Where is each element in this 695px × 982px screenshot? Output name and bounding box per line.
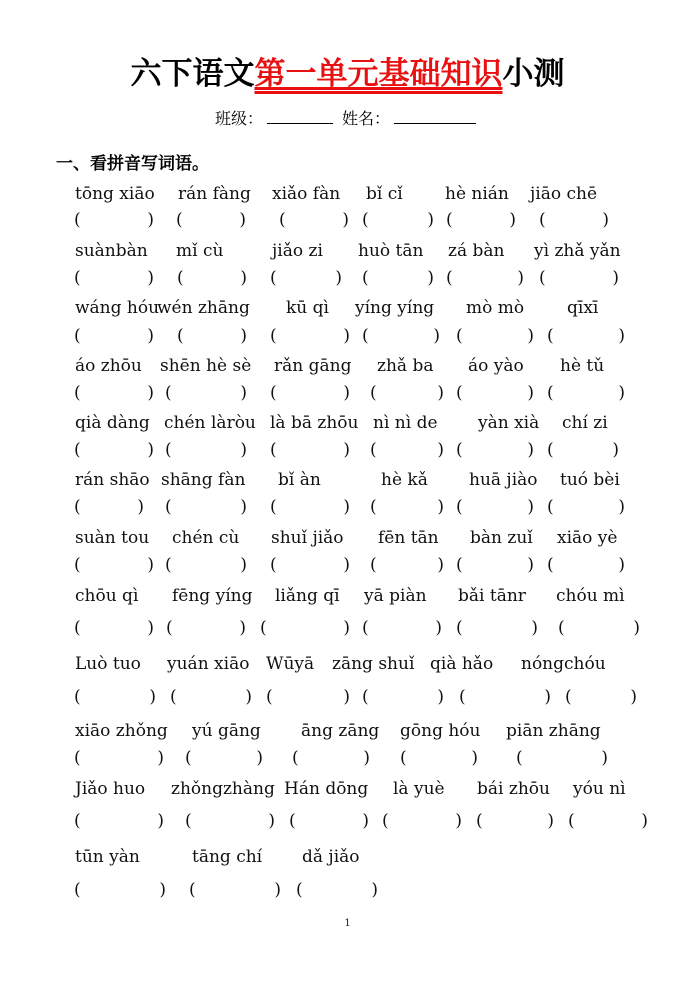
- answer-blank[interactable]: ( ): [456, 555, 534, 575]
- pinyin-item: wáng hóu: [75, 298, 160, 318]
- answer-blank[interactable]: ( ): [456, 383, 534, 403]
- pinyin-item: hè kǎ: [381, 470, 428, 490]
- pinyin-item: tuó bèi: [560, 470, 620, 490]
- pinyin-item: jiāo chē: [530, 184, 598, 204]
- pinyin-row: [0, 654, 695, 680]
- pinyin-item: zhǎ ba: [377, 356, 434, 376]
- answer-row: [0, 618, 695, 644]
- answer-blank[interactable]: ( ): [270, 268, 342, 288]
- answer-blank[interactable]: ( ): [74, 555, 154, 575]
- answer-blank[interactable]: ( ): [74, 618, 154, 638]
- class-field[interactable]: [267, 107, 333, 124]
- pinyin-item: zá bàn: [448, 241, 505, 261]
- answer-blank[interactable]: ( ): [456, 618, 538, 638]
- answer-blank[interactable]: ( ): [270, 497, 350, 517]
- pinyin-item: qīxī: [567, 298, 599, 318]
- pinyin-item: chén: [164, 413, 206, 433]
- pinyin-item: nì nì de: [373, 413, 438, 433]
- answer-blank[interactable]: ( ): [74, 210, 154, 230]
- answer-blank[interactable]: ( ): [547, 326, 625, 346]
- pinyin-row: [0, 356, 695, 382]
- answer-row: [0, 880, 695, 906]
- pinyin-item: yā piàn: [364, 586, 427, 606]
- answer-blank[interactable]: ( ): [362, 268, 434, 288]
- answer-blank[interactable]: ( ): [165, 383, 247, 403]
- answer-blank[interactable]: ( ): [296, 880, 378, 900]
- answer-row: [0, 383, 695, 409]
- pinyin-item: dǎ jiǎo: [302, 847, 360, 867]
- pinyin-item: áo zhōu: [75, 356, 142, 376]
- answer-blank[interactable]: ( ): [292, 748, 370, 768]
- pinyin-item: qià hǎo: [430, 654, 494, 674]
- pinyin-row: [0, 470, 695, 496]
- answer-blank[interactable]: ( ): [547, 383, 625, 403]
- pinyin-row: [0, 847, 695, 873]
- pinyin-item: huā jiào: [469, 470, 538, 490]
- answer-blank[interactable]: ( ): [476, 811, 554, 831]
- answer-blank[interactable]: ( ): [568, 811, 648, 831]
- answer-blank[interactable]: ( ): [165, 440, 247, 460]
- pinyin-item: jiǎo zi: [272, 241, 323, 261]
- pinyin-item: xiāo yè: [557, 528, 618, 548]
- title-highlight: 第一单元基础知识: [254, 56, 503, 92]
- answer-blank[interactable]: ( ): [456, 497, 534, 517]
- name-label: 姓名：: [342, 109, 391, 128]
- pinyin-item: yàn xià: [478, 413, 540, 433]
- page-title: [0, 48, 695, 93]
- answer-blank[interactable]: ( ): [400, 748, 478, 768]
- answer-row: [0, 440, 695, 466]
- pinyin-item: nóngchóu: [521, 654, 606, 674]
- answer-blank[interactable]: ( ): [270, 326, 350, 346]
- answer-blank[interactable]: ( ): [370, 383, 444, 403]
- answer-blank[interactable]: ( ): [260, 618, 350, 638]
- answer-blank[interactable]: ( ): [539, 268, 619, 288]
- pinyin-item: fēn tān: [378, 528, 439, 548]
- answer-blank[interactable]: ( ): [270, 440, 350, 460]
- answer-blank[interactable]: ( ): [74, 383, 154, 403]
- pinyin-item: tāng chí: [192, 847, 263, 867]
- pinyin-item: bǐ àn: [278, 470, 321, 490]
- pinyin-item: yíng yíng: [355, 298, 435, 318]
- pinyin-item: tūn yàn: [75, 847, 140, 867]
- pinyin-row: [0, 298, 695, 324]
- answer-blank[interactable]: ( ): [185, 748, 263, 768]
- answer-row: [0, 210, 695, 236]
- pinyin-item: bǐ cǐ: [366, 184, 403, 204]
- pinyin-row: [0, 413, 695, 439]
- answer-blank[interactable]: ( ): [74, 687, 156, 707]
- title-prefix: 六下语文: [130, 56, 255, 92]
- pinyin-item: Wūyā: [266, 654, 315, 674]
- pinyin-item: shēn hè sè: [160, 356, 252, 376]
- section-heading: 一、看拼音写词语。: [56, 154, 209, 174]
- pinyin-item: chóu mì: [556, 586, 625, 606]
- answer-blank[interactable]: ( ): [189, 880, 281, 900]
- answer-blank[interactable]: ( ): [176, 210, 246, 230]
- pinyin-item: yì zhǎ yǎn: [534, 241, 621, 261]
- answer-blank[interactable]: ( ): [539, 210, 609, 230]
- answer-blank[interactable]: ( ): [177, 268, 247, 288]
- pinyin-item: hè tǔ: [560, 356, 605, 376]
- pinyin-item: piān zhāng: [506, 721, 601, 741]
- pinyin-item: là yuè: [393, 779, 445, 799]
- answer-blank[interactable]: ( ): [362, 618, 442, 638]
- answer-blank[interactable]: ( ): [74, 326, 154, 346]
- pinyin-item: yuán xiāo: [167, 654, 250, 674]
- pinyin-item: shuǐ jiǎo: [271, 528, 344, 548]
- answer-blank[interactable]: ( ): [270, 555, 350, 575]
- answer-blank[interactable]: ( ): [74, 748, 164, 768]
- answer-blank[interactable]: ( ): [558, 618, 640, 638]
- answer-blank[interactable]: ( ): [362, 687, 444, 707]
- name-field[interactable]: [394, 107, 476, 124]
- pinyin-row: [0, 779, 695, 805]
- answer-blank[interactable]: ( ): [185, 811, 275, 831]
- pinyin-row: [0, 721, 695, 747]
- pinyin-item: mǐ cù: [176, 241, 224, 261]
- pinyin-item: suànbàn: [75, 241, 148, 261]
- page-number: 1: [344, 918, 351, 929]
- pinyin-item: Jiǎo huo: [75, 779, 146, 799]
- pinyin-item: zhǒngzhàng: [171, 779, 275, 799]
- pinyin-item: kū qì: [286, 298, 329, 318]
- pinyin-row: [0, 184, 695, 210]
- pinyin-item: làròu: [211, 413, 256, 433]
- answer-blank[interactable]: ( ): [565, 687, 637, 707]
- answer-blank[interactable]: ( ): [270, 383, 350, 403]
- answer-blank[interactable]: ( ): [382, 811, 462, 831]
- answer-blank[interactable]: ( ): [446, 268, 524, 288]
- answer-row: [0, 555, 695, 581]
- pinyin-item: bǎi tānr: [458, 586, 526, 606]
- answer-blank[interactable]: ( ): [547, 440, 619, 460]
- answer-blank[interactable]: ( ): [370, 497, 444, 517]
- answer-blank[interactable]: ( ): [362, 210, 434, 230]
- pinyin-item: chén cù: [172, 528, 240, 548]
- answer-row: [0, 497, 695, 523]
- answer-blank[interactable]: ( ): [74, 497, 144, 517]
- answer-row: [0, 687, 695, 713]
- student-info-line: [0, 106, 695, 129]
- answer-row: [0, 748, 695, 774]
- pinyin-item: āng zāng: [301, 721, 380, 741]
- answer-blank[interactable]: ( ): [370, 440, 444, 460]
- answer-blank[interactable]: ( ): [177, 326, 247, 346]
- answer-blank[interactable]: ( ): [547, 497, 625, 517]
- pinyin-item: zāng shuǐ: [332, 654, 415, 674]
- pinyin-item: Hán dōng: [284, 779, 369, 799]
- pinyin-item: shāng fàn: [161, 470, 246, 490]
- title-suffix: 小测: [502, 56, 565, 92]
- pinyin-item: bái zhōu: [477, 779, 550, 799]
- answer-blank[interactable]: ( ): [74, 811, 164, 831]
- pinyin-item: huò tān: [358, 241, 424, 261]
- answer-blank[interactable]: ( ): [456, 326, 534, 346]
- pinyin-item: suàn tou: [75, 528, 150, 548]
- answer-blank[interactable]: ( ): [547, 555, 625, 575]
- pinyin-item: yóu nì: [573, 779, 626, 799]
- class-label: 班级：: [214, 109, 263, 128]
- pinyin-item: gōng hóu: [400, 721, 481, 741]
- answer-blank[interactable]: ( ): [74, 268, 154, 288]
- answer-row: [0, 811, 695, 837]
- answer-blank[interactable]: ( ): [165, 555, 247, 575]
- answer-blank[interactable]: ( ): [74, 440, 154, 460]
- pinyin-item: Luò tuo: [75, 654, 141, 674]
- pinyin-item: rǎn gāng: [274, 356, 352, 376]
- answer-row: [0, 326, 695, 352]
- pinyin-item: liǎng qī: [275, 586, 340, 606]
- answer-blank[interactable]: ( ): [446, 210, 516, 230]
- pinyin-item: hè nián: [445, 184, 509, 204]
- answer-blank[interactable]: ( ): [370, 555, 444, 575]
- answer-row: [0, 268, 695, 294]
- pinyin-item: chí zi: [562, 413, 608, 433]
- pinyin-item: fēng yíng: [172, 586, 253, 606]
- pinyin-item: qià dàng: [75, 413, 150, 433]
- pinyin-row: [0, 586, 695, 612]
- pinyin-item: xiāo zhǒng: [75, 721, 168, 741]
- answer-blank[interactable]: ( ): [362, 326, 440, 346]
- pinyin-item: chōu qì: [75, 586, 139, 606]
- pinyin-item: yú gāng: [192, 721, 261, 741]
- answer-blank[interactable]: ( ): [266, 687, 350, 707]
- pinyin-item: là bā zhōu: [270, 413, 359, 433]
- pinyin-item: rán fàng: [178, 184, 251, 204]
- answer-blank[interactable]: ( ): [165, 497, 247, 517]
- answer-blank[interactable]: ( ): [166, 618, 246, 638]
- pinyin-item: áo yào: [468, 356, 524, 376]
- pinyin-item: tōng xiāo: [75, 184, 155, 204]
- answer-blank[interactable]: ( ): [279, 210, 349, 230]
- pinyin-item: rán shāo: [75, 470, 150, 490]
- answer-blank[interactable]: ( ): [456, 440, 534, 460]
- answer-blank[interactable]: ( ): [74, 880, 166, 900]
- pinyin-item: bàn zuǐ: [470, 528, 533, 548]
- answer-blank[interactable]: ( ): [516, 748, 608, 768]
- pinyin-item: mò mò: [466, 298, 525, 318]
- pinyin-row: [0, 528, 695, 554]
- answer-blank[interactable]: ( ): [459, 687, 551, 707]
- pinyin-item: wén zhāng: [157, 298, 250, 318]
- pinyin-row: [0, 241, 695, 267]
- answer-blank[interactable]: ( ): [170, 687, 252, 707]
- pinyin-item: xiǎo fàn: [272, 184, 341, 204]
- answer-blank[interactable]: ( ): [289, 811, 369, 831]
